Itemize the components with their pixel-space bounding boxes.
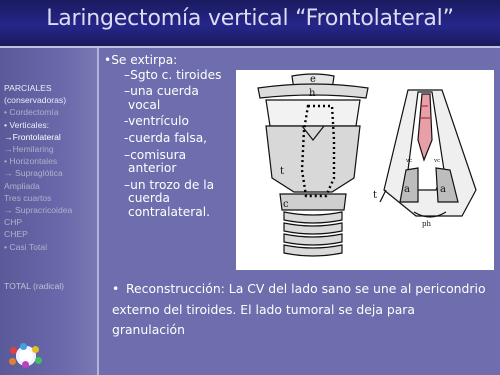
excision-item: -cuerda falsa, [124,130,208,145]
logo-dot [9,358,16,365]
reconstruction-note [112,279,487,341]
label-c: c [283,199,289,210]
larynx-illustration [236,70,494,270]
sidebar-item[interactable]: (conservadoras) [4,95,67,106]
excision-item: –comisura anterior [124,147,187,176]
label-ph: ph [422,220,431,228]
logo-dot [22,361,29,368]
sidebar-item[interactable]: Tres cuartos [4,192,52,203]
sidebar-item[interactable]: • Horizontales [4,156,58,167]
label-h: h [309,88,316,99]
sidebar-item-total[interactable]: TOTAL (radical) [4,281,65,291]
logo-dot [10,347,17,354]
side-line [380,190,386,202]
label-t: t [280,166,285,177]
sidebar-item[interactable]: → Supraglótica [4,168,63,179]
cricoid-cartilage [280,194,346,210]
label-a: a [440,184,446,195]
sidebar-item[interactable]: Ampliada [4,180,40,191]
logo-dot [32,346,39,353]
excision-heading: •Se extirpa: [104,53,178,67]
logo-dot [20,343,27,350]
thyroid-cartilage [266,126,360,192]
label-e: e [310,74,316,85]
sidebar-item[interactable]: PARCIALES [4,83,52,93]
tracheal-ring [284,212,342,223]
larynx-axial-view [380,90,476,217]
label-t-axial: t [373,190,378,201]
sidebar-item[interactable]: → Supracricoidea [4,205,73,216]
excision-item: -ventrículo [124,114,189,129]
sidebar-item[interactable]: CHEP [4,229,28,240]
larynx-frontal-view [258,74,368,256]
larynx-illustration-panel [236,70,494,270]
excision-item: –un trozo de la cuerda contralateral. [124,177,215,219]
excision-item: –Sgto c. tiroides [124,67,222,82]
label-a: a [404,184,410,195]
bullet-marker: • [112,281,120,296]
sidebar-item[interactable]: CHP [4,217,23,228]
excision-item: –una cuerda vocal [124,84,199,112]
tracheal-ring [284,234,342,245]
sidebar-item[interactable]: • Cordectomía [4,107,59,118]
tracheal-ring [284,223,342,234]
sidebar-outline [4,82,99,253]
excision-list [104,54,234,223]
reconstruction-text: Reconstrucción: La CV del lado sano se une al pericondrio externo del tiroides. El lado tumoral se deja para granulación [112,281,486,337]
logo-dot [35,357,42,364]
sidebar-item[interactable]: • Casi Total [4,241,47,252]
thyrohyoid-membrane [266,100,360,126]
label-vc: vc [434,158,441,164]
tracheal-ring [284,245,342,256]
title-bar [0,0,500,48]
sidebar-item[interactable]: • Verticales: [4,119,50,130]
sidebar-item[interactable]: →Hemilaring [4,144,54,155]
label-vc: vc [406,158,413,164]
sidebar-item-selected[interactable]: →Frontolateral [4,131,61,142]
slide-title: Laringectomía vertical “Frontolateral” [46,6,454,31]
logo-icon [8,343,44,369]
